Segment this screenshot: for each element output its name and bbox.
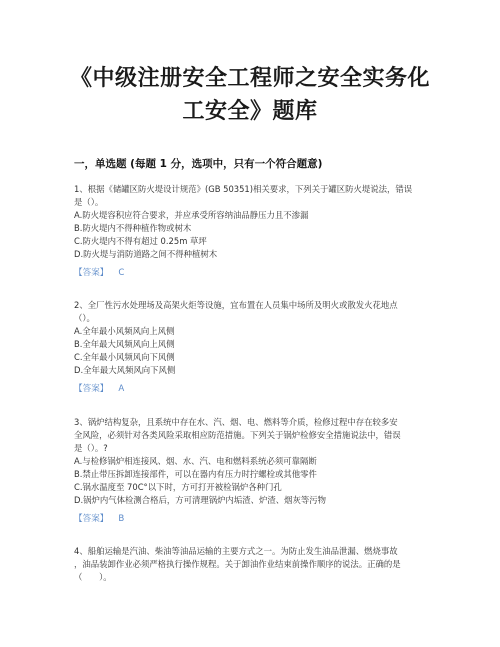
question-stem-line: 4、船舶运输是汽油、柴油等油品运输的主要方式之一。为防止发生油品泄漏、燃烧事故 [74, 546, 398, 556]
option-d: D.全年最大风频风向下风侧 [74, 365, 176, 375]
option-d: D.防火堤与消防道路之间不得种植树木 [74, 249, 218, 259]
option-b: B.禁止带压拆卸连接部件，可以在器内有压力时拧螺栓或其他零件 [74, 469, 317, 479]
answer-line [74, 513, 434, 526]
question-stem-line: （ ）。 [74, 572, 112, 582]
question-stem-line: 2、全厂性污水处理场及高架火炬等设施，宜布置在人员集中场所及明火或散发火花地点 [74, 300, 398, 310]
option-c: C.全年最小风频风向下风侧 [74, 352, 175, 362]
option-b: B.防火堤内不得种植作物或树木 [74, 223, 192, 233]
answer-value: B [118, 514, 125, 524]
option-a: A.与检修锅炉相连接风、烟、水、汽、电和燃料系统必须可靠隔断 [74, 456, 317, 466]
question-1 [74, 183, 434, 280]
question-stem-line: 3、锅炉结构复杂，且系统中存在水、汽、烟、电、燃料等介质，检修过程中存在较多安 [74, 417, 398, 427]
question-4 [74, 545, 434, 584]
answer-tag: 【答案】 [74, 268, 109, 278]
title-line-1: 《中级注册安全工程师之安全实务化 [69, 66, 430, 91]
question-stem-line: ，油品装卸作业必须严格执行操作规程。关于卸油作业结束前操作顺序的说法。正确的是 [74, 559, 401, 569]
answer-value: A [118, 384, 125, 394]
question-2 [74, 299, 434, 396]
title-line-2: 工安全》题库 [182, 99, 318, 124]
question-stem-line: 是（）。 [74, 197, 104, 207]
option-b: B.全年最大风频风向上风侧 [74, 339, 175, 349]
option-d: D.锅炉内气体检测合格后，方可清理锅炉内垢渣、炉渣、烟灰等污物 [74, 495, 326, 505]
answer-tag: 【答案】 [74, 514, 109, 524]
option-a: A.全年最小风频风向上风侧 [74, 326, 175, 336]
document-title [40, 62, 460, 128]
answer-value: C [118, 268, 125, 278]
option-a: A.防火堤容积应符合要求，并应承受所容纳油品静压力且不渗漏 [74, 210, 309, 220]
answer-line [74, 267, 434, 280]
question-stem-line: （）。 [74, 313, 95, 323]
section-heading: 一，单选题 (每题 1 分，选项中，只有一个符合题意) [74, 158, 323, 170]
question-stem-line: 1、根据《储罐区防火堤设计规范》(GB 50351)相关要求，下列关于罐区防火堤说法，错误 [74, 184, 413, 194]
answer-tag: 【答案】 [74, 384, 109, 394]
answer-line [74, 383, 434, 396]
option-c: C.锅水温度至 70C°以下时，方可打开被检锅炉各种门孔 [74, 482, 282, 492]
option-c: C.防火堤内不得有超过 0.25m 草坪 [74, 236, 207, 246]
question-stem-line: 是（）。? [74, 443, 108, 453]
question-stem-line: 全风险，必须针对各类风险采取相应防范措施。下列关于锅炉检修安全措施说法中，错误 [74, 430, 401, 440]
question-3 [74, 416, 434, 526]
